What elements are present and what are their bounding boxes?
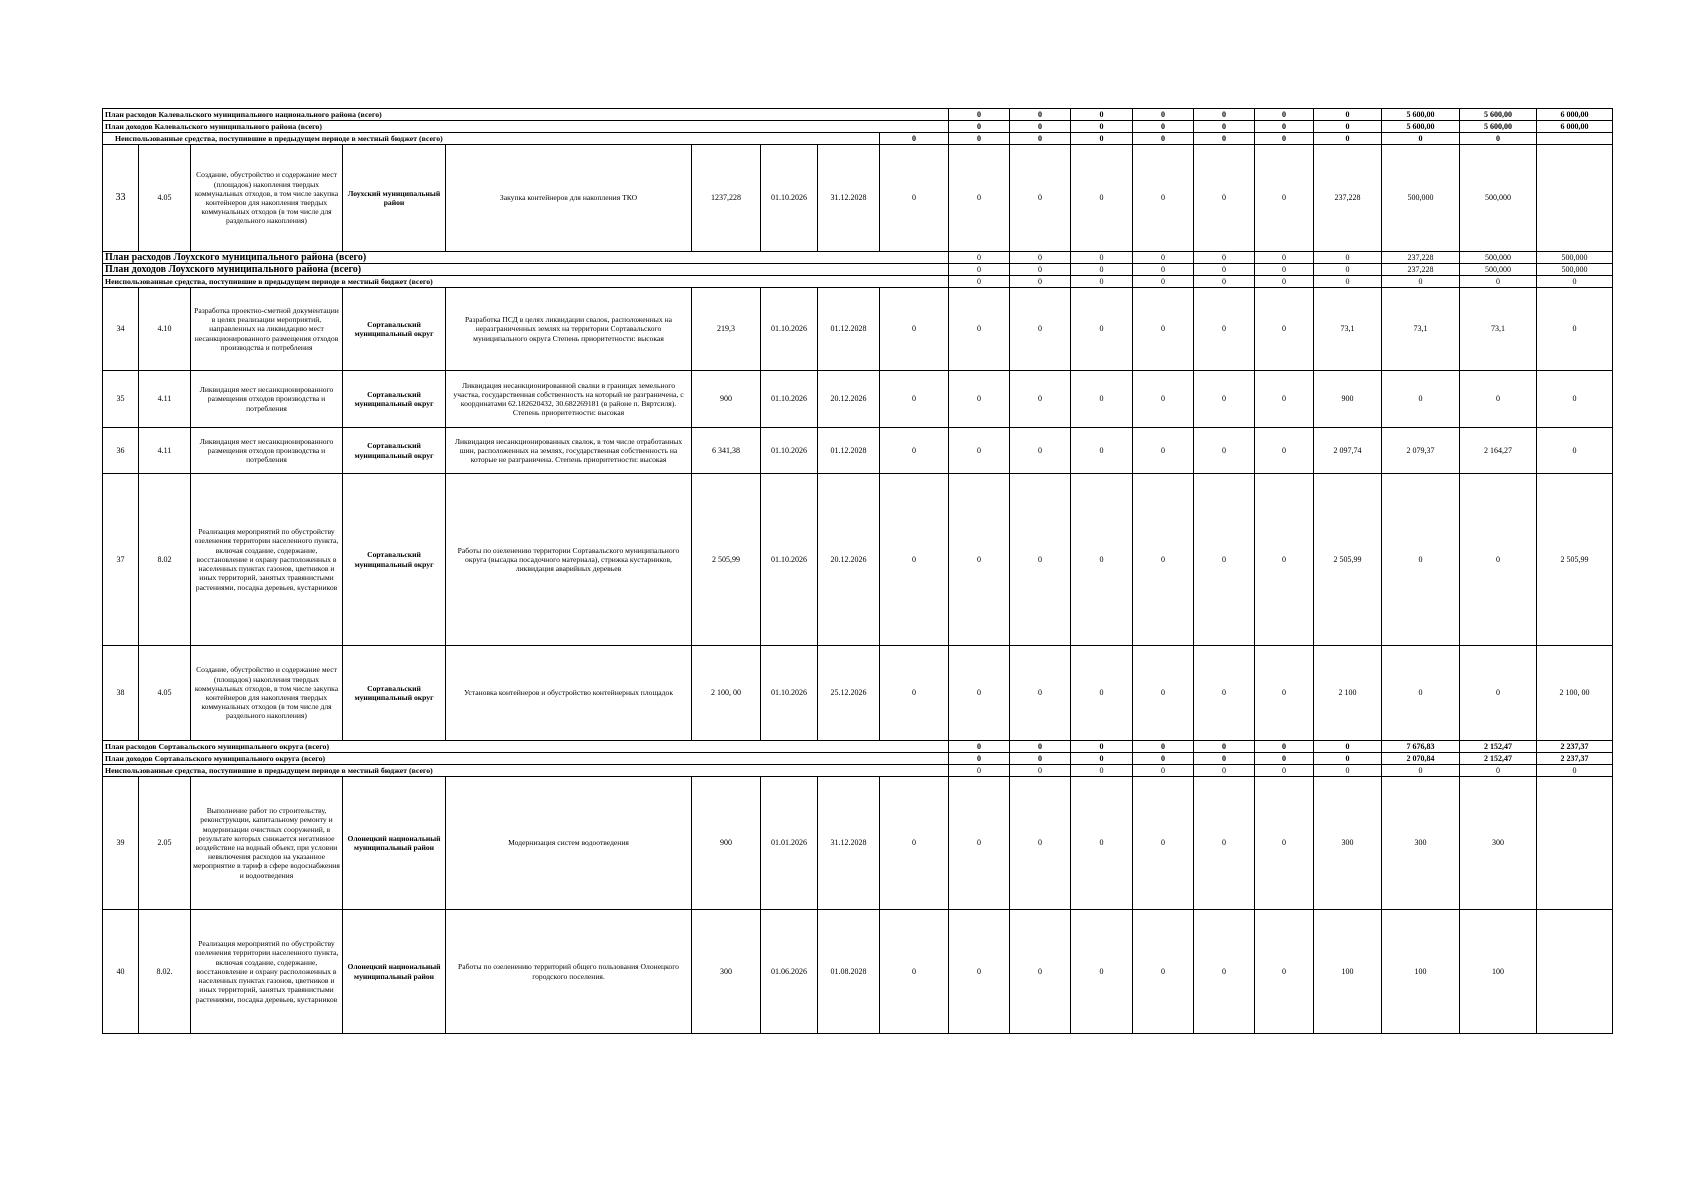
start-date: 01.10.2026 — [761, 288, 818, 371]
municipality-name: Сортавальский муниципальный округ — [343, 288, 446, 371]
summary-value: 0 — [1314, 121, 1382, 133]
measure-code: 4.10 — [139, 288, 191, 371]
value-cell: 0 — [1194, 646, 1255, 741]
start-date: 01.10.2026 — [761, 371, 818, 428]
summary-value: 5 600,00 — [1460, 121, 1537, 133]
value-cell: 0 — [949, 646, 1010, 741]
summary-value: 0 — [1133, 133, 1194, 145]
summary-value: 500,000 — [1537, 252, 1613, 264]
summary-row — [103, 109, 1613, 121]
summary-value: 0 — [1314, 264, 1382, 276]
table-body — [103, 109, 1613, 1034]
end-date: 31.12.2028 — [818, 145, 880, 252]
value-cell: 0 — [880, 646, 949, 741]
summary-value: 0 — [1071, 753, 1133, 765]
summary-row — [103, 276, 1613, 288]
value-cell: 0 — [1133, 910, 1194, 1034]
value-cell: 0 — [1382, 474, 1460, 646]
summary-empty-cell — [1537, 133, 1613, 145]
value-cell: 0 — [1133, 288, 1194, 371]
value-cell — [1537, 777, 1613, 910]
measure-name: Создание, обустройство и содержание мест (площадок) накопления твердых коммунальных отходов, в том числе закупка контейнеров для накопления твердых коммунальных отходов (в том числе для раздельного накопления) — [191, 646, 343, 741]
value-cell: 0 — [1194, 145, 1255, 252]
project-cost: 2 100, 00 — [692, 646, 761, 741]
value-cell: 100 — [1460, 910, 1537, 1034]
summary-value: 0 — [1382, 276, 1460, 288]
summary-value: 0 — [1071, 264, 1133, 276]
value-cell: 0 — [1071, 145, 1133, 252]
value-cell: 0 — [1071, 910, 1133, 1034]
measure-code: 2.05 — [139, 777, 191, 910]
end-date: 01.12.2028 — [818, 288, 880, 371]
measure-code: 8.02. — [139, 910, 191, 1034]
value-cell: 0 — [1194, 777, 1255, 910]
summary-value: 0 — [1133, 753, 1194, 765]
value-cell — [1537, 145, 1613, 252]
summary-value: 2 152,47 — [1460, 753, 1537, 765]
value-cell: 0 — [1071, 428, 1133, 474]
end-date: 01.12.2028 — [818, 428, 880, 474]
summary-value: 0 — [1071, 741, 1133, 753]
summary-value: 6 000,00 — [1537, 121, 1613, 133]
start-date: 01.10.2026 — [761, 145, 818, 252]
project-description: Модернизация систем водоотведения — [446, 777, 692, 910]
summary-value: 0 — [1255, 276, 1314, 288]
summary-value: 0 — [1255, 753, 1314, 765]
measure-code: 4.11 — [139, 371, 191, 428]
value-cell: 2 100, 00 — [1537, 646, 1613, 741]
value-cell: 0 — [1010, 371, 1071, 428]
end-date: 31.12.2028 — [818, 777, 880, 910]
table-row — [103, 288, 1613, 371]
value-cell: 73,1 — [1314, 288, 1382, 371]
row-number: 36 — [103, 428, 139, 474]
summary-value: 0 — [1460, 765, 1537, 777]
measure-code: 4.11 — [139, 428, 191, 474]
summary-value: 0 — [1071, 133, 1133, 145]
value-cell: 0 — [1255, 474, 1314, 646]
summary-value: 0 — [1194, 741, 1255, 753]
summary-row — [103, 252, 1613, 264]
value-cell: 2 505,99 — [1314, 474, 1382, 646]
start-date: 01.01.2026 — [761, 777, 818, 910]
value-cell: 73,1 — [1460, 288, 1537, 371]
value-cell: 0 — [1194, 371, 1255, 428]
summary-label: План расходов Калевальского муниципального национального района (всего) — [103, 109, 949, 121]
summary-value: 0 — [1255, 741, 1314, 753]
value-cell: 0 — [949, 474, 1010, 646]
table-row — [103, 777, 1613, 910]
summary-row — [103, 753, 1613, 765]
summary-value: 0 — [1133, 252, 1194, 264]
summary-value: 0 — [949, 252, 1010, 264]
summary-value: 0 — [1194, 133, 1255, 145]
summary-value: 0 — [1537, 765, 1613, 777]
summary-value: 500,000 — [1460, 264, 1537, 276]
value-cell: 0 — [949, 910, 1010, 1034]
summary-value: 0 — [1010, 264, 1071, 276]
value-cell: 0 — [1194, 474, 1255, 646]
summary-value: 5 600,00 — [1460, 109, 1537, 121]
summary-value: 0 — [949, 741, 1010, 753]
summary-value: 5 600,00 — [1382, 109, 1460, 121]
end-date: 01.08.2028 — [818, 910, 880, 1034]
summary-value: 0 — [1314, 741, 1382, 753]
summary-value: 500,000 — [1460, 252, 1537, 264]
value-cell: 0 — [1255, 777, 1314, 910]
value-cell: 300 — [1314, 777, 1382, 910]
value-cell: 0 — [880, 428, 949, 474]
table-row — [103, 474, 1613, 646]
measure-name: Создание, обустройство и содержание мест (площадок) накопления твердых коммунальных отходов, в том числе закупка контейнеров для накопления твердых коммунальных отходов (в том числе для раздельного накопления) — [191, 145, 343, 252]
summary-value: 0 — [949, 765, 1010, 777]
summary-value: 0 — [1255, 109, 1314, 121]
summary-value: 0 — [1071, 121, 1133, 133]
row-number: 33 — [103, 145, 139, 252]
summary-value: 500,000 — [1537, 264, 1613, 276]
value-cell: 0 — [880, 288, 949, 371]
value-cell: 500,000 — [1382, 145, 1460, 252]
value-cell: 0 — [1537, 288, 1613, 371]
start-date: 01.06.2026 — [761, 910, 818, 1034]
summary-label: План расходов Сортавальского муниципального округа (всего) — [103, 741, 949, 753]
value-cell: 0 — [1010, 145, 1071, 252]
value-cell: 0 — [1133, 777, 1194, 910]
measure-code: 8.02 — [139, 474, 191, 646]
summary-value: 0 — [1010, 741, 1071, 753]
summary-value: 0 — [1255, 264, 1314, 276]
end-date: 25.12.2026 — [818, 646, 880, 741]
summary-value: 0 — [1194, 276, 1255, 288]
summary-label: Неиспользованные средства, поступившие в предыдущем периоде в местный бюджет (всего) — [103, 765, 949, 777]
value-cell: 0 — [1255, 646, 1314, 741]
value-cell: 0 — [1255, 910, 1314, 1034]
value-cell: 0 — [1133, 145, 1194, 252]
municipality-name: Сортавальский муниципальный округ — [343, 646, 446, 741]
summary-value: 0 — [1010, 252, 1071, 264]
value-cell: 0 — [949, 777, 1010, 910]
summary-value: 0 — [949, 753, 1010, 765]
value-cell: 0 — [1010, 474, 1071, 646]
value-cell: 0 — [1010, 428, 1071, 474]
summary-value: 0 — [949, 264, 1010, 276]
value-cell: 0 — [880, 145, 949, 252]
value-cell: 0 — [1255, 145, 1314, 252]
summary-value: 0 — [1010, 109, 1071, 121]
value-cell: 0 — [1537, 371, 1613, 428]
value-cell: 0 — [1460, 646, 1537, 741]
value-cell: 0 — [1071, 474, 1133, 646]
summary-value: 0 — [1314, 133, 1382, 145]
summary-value: 0 — [1460, 276, 1537, 288]
municipality-name: Сортавальский муниципальный округ — [343, 474, 446, 646]
project-description: Ликвидация несанкционированной свалки в границах земельного участка, государственная собственность на который не разграничена, с координатами 62.182620432, 30.682269181 (в районе п. Вяртсиля). Степень приоритетности: высокая — [446, 371, 692, 428]
summary-value: 0 — [1071, 276, 1133, 288]
value-cell: 0 — [1460, 371, 1537, 428]
value-cell: 0 — [1194, 910, 1255, 1034]
measure-name: Выполнение работ по строительству, реконструкции, капитальному ремонту и модернизации очистных сооружений, в результате которых снижается негативное воздействие на водный объект, при условии невключения расходов на указанное мероприятие в тариф в сфере водоснабжения и водоотведения — [191, 777, 343, 910]
value-cell: 0 — [1194, 288, 1255, 371]
summary-row — [103, 121, 1613, 133]
summary-value: 2 070,84 — [1382, 753, 1460, 765]
summary-value: 0 — [1133, 264, 1194, 276]
value-cell: 0 — [949, 428, 1010, 474]
summary-value: 0 — [1314, 765, 1382, 777]
summary-label: Неиспользованные средства, поступившие в предыдущем периоде в местный бюджет (всего) — [103, 276, 949, 288]
row-number: 34 — [103, 288, 139, 371]
summary-value: 0 — [1194, 109, 1255, 121]
value-cell: 0 — [880, 371, 949, 428]
summary-value: 0 — [1255, 765, 1314, 777]
project-description: Закупка контейнеров для накопления ТКО — [446, 145, 692, 252]
project-cost: 6 341,38 — [692, 428, 761, 474]
value-cell: 0 — [1382, 646, 1460, 741]
summary-value: 2 237,37 — [1537, 753, 1613, 765]
budget-table — [102, 108, 1613, 1034]
value-cell: 0 — [1010, 910, 1071, 1034]
summary-value: 0 — [1010, 765, 1071, 777]
summary-value: 0 — [949, 121, 1010, 133]
summary-value: 0 — [1255, 133, 1314, 145]
municipality-name: Сортавальский муниципальный округ — [343, 428, 446, 474]
table-row — [103, 371, 1613, 428]
value-cell: 2 505,99 — [1537, 474, 1613, 646]
end-date: 20.12.2026 — [818, 474, 880, 646]
value-cell: 900 — [1314, 371, 1382, 428]
summary-value: 0 — [1194, 753, 1255, 765]
summary-value: 0 — [1382, 765, 1460, 777]
summary-value: 0 — [1133, 765, 1194, 777]
summary-value: 0 — [1133, 109, 1194, 121]
summary-label: Неиспользованные средства, поступившие в предыдущем периоде в местный бюджет (всего) — [103, 133, 880, 145]
value-cell: 0 — [949, 288, 1010, 371]
summary-value: 0 — [1071, 765, 1133, 777]
value-cell: 0 — [949, 371, 1010, 428]
summary-value: 0 — [949, 133, 1010, 145]
project-description: Работы по озеленению территорий общего пользования Олонецкого городского поселения. — [446, 910, 692, 1034]
measure-code: 4.05 — [139, 646, 191, 741]
summary-value: 0 — [1133, 741, 1194, 753]
summary-value: 0 — [1194, 264, 1255, 276]
project-description: Работы по озеленению территории Сортавальского муниципального округа (высадка посадочного материала), стрижка кустарников, ликвидация аварийных деревьев — [446, 474, 692, 646]
summary-value: 0 — [1133, 121, 1194, 133]
project-description: Ликвидация несанкционированных свалок, в том числе отработанных шин, расположенных на землях, государственная собственность на которые не разграничена. Степень приоритетности: высокая — [446, 428, 692, 474]
value-cell: 0 — [1071, 777, 1133, 910]
measure-code: 4.05 — [139, 145, 191, 252]
summary-value: 0 — [880, 133, 949, 145]
project-cost: 900 — [692, 371, 761, 428]
summary-row — [103, 765, 1613, 777]
value-cell — [1537, 910, 1613, 1034]
summary-label: План доходов Лоухского муниципального района (всего) — [103, 264, 949, 276]
value-cell: 2 164,27 — [1460, 428, 1537, 474]
summary-value: 0 — [949, 109, 1010, 121]
municipality-name: Олонецкий национальный муниципальный район — [343, 910, 446, 1034]
value-cell: 0 — [1133, 371, 1194, 428]
project-description: Установка контейнеров и обустройство контейнерных площадок — [446, 646, 692, 741]
summary-value: 0 — [1314, 753, 1382, 765]
summary-row — [103, 741, 1613, 753]
value-cell: 0 — [1255, 428, 1314, 474]
end-date: 20.12.2026 — [818, 371, 880, 428]
project-cost: 300 — [692, 910, 761, 1034]
measure-name: Реализация мероприятий по обустройству озеленения территории населенного пункта, включая создание, содержание, восстановление и охрану расположенных в населенных пунктах газонов, цветников и иных территорий, занятых травянистыми растениями, посадка деревьев, кустарников — [191, 474, 343, 646]
summary-value: 0 — [1194, 765, 1255, 777]
value-cell: 237,228 — [1314, 145, 1382, 252]
value-cell: 0 — [1010, 288, 1071, 371]
value-cell: 73,1 — [1382, 288, 1460, 371]
summary-value: 5 600,00 — [1382, 121, 1460, 133]
row-number: 35 — [103, 371, 139, 428]
municipality-name: Лоухский муниципальный район — [343, 145, 446, 252]
summary-value: 7 676,83 — [1382, 741, 1460, 753]
summary-value: 0 — [1537, 276, 1613, 288]
row-number: 40 — [103, 910, 139, 1034]
value-cell: 0 — [880, 474, 949, 646]
summary-value: 0 — [1314, 252, 1382, 264]
summary-row — [103, 264, 1613, 276]
start-date: 01.10.2026 — [761, 428, 818, 474]
value-cell: 0 — [1071, 646, 1133, 741]
summary-value: 0 — [1010, 276, 1071, 288]
summary-row — [103, 133, 1613, 145]
value-cell: 300 — [1460, 777, 1537, 910]
value-cell: 100 — [1314, 910, 1382, 1034]
summary-value: 0 — [1194, 121, 1255, 133]
value-cell: 2 100 — [1314, 646, 1382, 741]
summary-value: 6 000,00 — [1537, 109, 1613, 121]
summary-value: 2 237,37 — [1537, 741, 1613, 753]
measure-name: Ликвидация мест несанкционированного размещения отходов производства и потребления — [191, 371, 343, 428]
project-cost: 900 — [692, 777, 761, 910]
value-cell: 300 — [1382, 777, 1460, 910]
value-cell: 0 — [1010, 646, 1071, 741]
summary-label: План доходов Сортавальского муниципального округа (всего) — [103, 753, 949, 765]
value-cell: 0 — [1010, 777, 1071, 910]
summary-value: 0 — [1255, 252, 1314, 264]
row-number: 38 — [103, 646, 139, 741]
project-cost: 219,3 — [692, 288, 761, 371]
summary-value: 2 152,47 — [1460, 741, 1537, 753]
value-cell: 2 079,37 — [1382, 428, 1460, 474]
value-cell: 0 — [1255, 288, 1314, 371]
start-date: 01.10.2026 — [761, 646, 818, 741]
value-cell: 0 — [1382, 371, 1460, 428]
summary-label: План доходов Калевальского муниципального района (всего) — [103, 121, 949, 133]
table-row — [103, 145, 1613, 252]
summary-value: 0 — [1010, 133, 1071, 145]
value-cell: 0 — [1194, 428, 1255, 474]
value-cell: 0 — [1071, 371, 1133, 428]
summary-value: 0 — [1010, 121, 1071, 133]
table-row — [103, 646, 1613, 741]
measure-name: Разработка проектно-сметной документации в целях реализации мероприятий, направленных на ликвидацию мест несанкционированного размещения отходов производства и потребления — [191, 288, 343, 371]
summary-value: 0 — [949, 276, 1010, 288]
summary-value: 0 — [1314, 276, 1382, 288]
summary-value: 0 — [1071, 109, 1133, 121]
summary-value: 0 — [1010, 753, 1071, 765]
municipality-name: Олонецкий национальный муниципальный район — [343, 777, 446, 910]
measure-name: Ликвидация мест несанкционированного размещения отходов производства и потребления — [191, 428, 343, 474]
summary-value: 0 — [1071, 252, 1133, 264]
summary-value: 0 — [1194, 252, 1255, 264]
value-cell: 0 — [1460, 474, 1537, 646]
value-cell: 0 — [1537, 428, 1613, 474]
start-date: 01.10.2026 — [761, 474, 818, 646]
row-number: 37 — [103, 474, 139, 646]
summary-value: 237,228 — [1382, 252, 1460, 264]
municipality-name: Сортавальский муниципальный округ — [343, 371, 446, 428]
value-cell: 0 — [880, 777, 949, 910]
row-number: 39 — [103, 777, 139, 910]
summary-value: 0 — [1382, 133, 1460, 145]
summary-value: 0 — [1460, 133, 1537, 145]
value-cell: 0 — [1133, 646, 1194, 741]
measure-name: Реализация мероприятий по обустройству озеленения территории населенного пункта, включая создание, содержание, восстановление и охрану расположенных в населенных пунктах газонов, цветников и иных территорий, занятых травянистыми растениями, посадка деревьев, кустарников — [191, 910, 343, 1034]
table-row — [103, 910, 1613, 1034]
summary-value: 0 — [1255, 121, 1314, 133]
value-cell: 0 — [1071, 288, 1133, 371]
value-cell: 0 — [1255, 371, 1314, 428]
summary-value: 0 — [1133, 276, 1194, 288]
summary-value: 0 — [1314, 109, 1382, 121]
value-cell: 0 — [1133, 428, 1194, 474]
value-cell: 0 — [1133, 474, 1194, 646]
project-cost: 1237,228 — [692, 145, 761, 252]
project-cost: 2 505,99 — [692, 474, 761, 646]
table-row — [103, 428, 1613, 474]
summary-label: План расходов Лоухского муниципального района (всего) — [103, 252, 949, 264]
project-description: Разработка ПСД в целях ликвидации свалок, расположенных на неразграниченных землях на территории Сортавальского муниципального округа Степень приоритетности: высокая — [446, 288, 692, 371]
value-cell: 100 — [1382, 910, 1460, 1034]
value-cell: 500,000 — [1460, 145, 1537, 252]
value-cell: 0 — [880, 910, 949, 1034]
summary-value: 237,228 — [1382, 264, 1460, 276]
value-cell: 2 097,74 — [1314, 428, 1382, 474]
value-cell: 0 — [949, 145, 1010, 252]
